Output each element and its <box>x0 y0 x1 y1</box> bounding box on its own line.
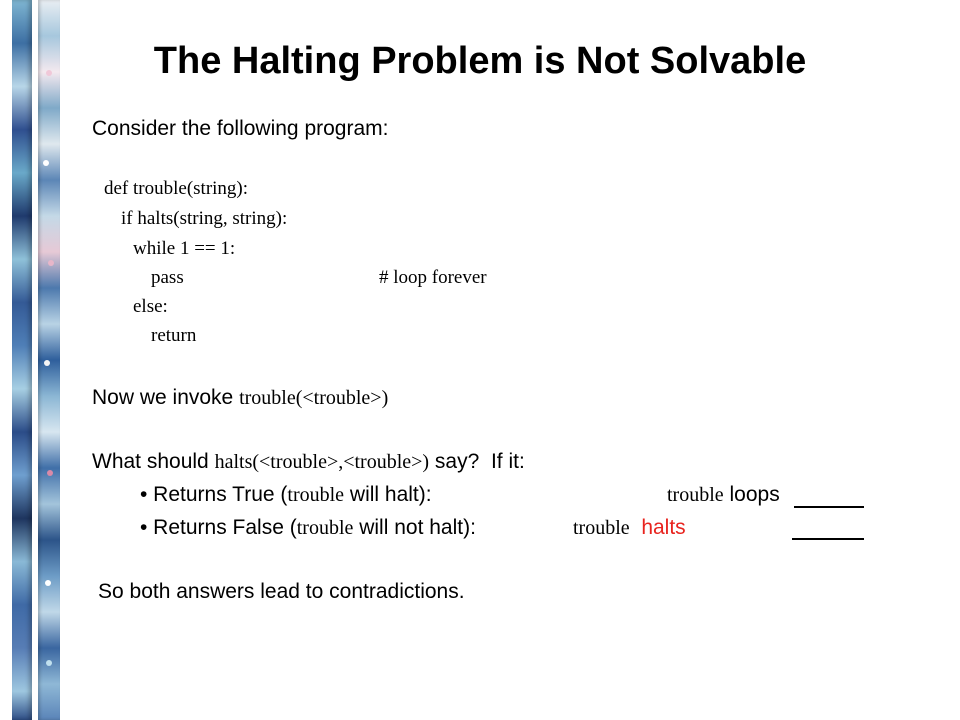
question-code: halts(<trouble>,<trouble>) <box>214 451 430 473</box>
code-line-return: return <box>151 325 197 346</box>
bullet-returns-true <box>140 483 432 507</box>
code-line-while: while 1 == 1: <box>133 238 236 259</box>
bullet2-suffix: will not halt): <box>353 516 476 539</box>
invoke-line <box>92 386 388 410</box>
decorative-strip-left <box>12 0 32 720</box>
bullet2-answer-word: halts <box>641 516 686 539</box>
bullet1-answer <box>667 483 780 507</box>
code-line-else: else: <box>133 296 168 317</box>
bullet2-answer <box>573 516 686 540</box>
intro-text: Consider the following program: <box>92 117 389 140</box>
invoke-code: trouble(<trouble>) <box>239 387 389 409</box>
decorative-strip-right <box>38 0 60 720</box>
bullet2-code: trouble <box>296 517 354 539</box>
invoke-prefix: Now we invoke <box>92 386 240 409</box>
bullet-returns-false <box>140 516 476 540</box>
bullet2-answer-code: trouble <box>573 517 630 539</box>
code-comment: # loop forever <box>379 267 487 288</box>
bullet2-answer-blank <box>792 538 864 540</box>
code-line-def: def trouble(string): <box>104 178 249 199</box>
code-line-if: if halts(string, string): <box>121 208 288 229</box>
question-suffix: say? If it: <box>429 450 525 473</box>
bullet1-answer-blank <box>794 506 864 508</box>
code-line-pass: pass <box>151 267 184 288</box>
conclusion-text: So both answers lead to contradictions. <box>98 580 465 603</box>
bullet1-answer-word: loops <box>729 483 780 506</box>
bullet1-answer-code: trouble <box>667 484 724 506</box>
bullet1-prefix: • Returns True ( <box>140 483 288 506</box>
bullet2-prefix: • Returns False ( <box>140 516 297 539</box>
question-prefix: What should <box>92 450 215 473</box>
question-line <box>92 450 525 474</box>
slide-title: The Halting Problem is Not Solvable <box>153 40 807 82</box>
bullet1-suffix: will halt): <box>344 483 432 506</box>
bullet1-code: trouble <box>287 484 345 506</box>
